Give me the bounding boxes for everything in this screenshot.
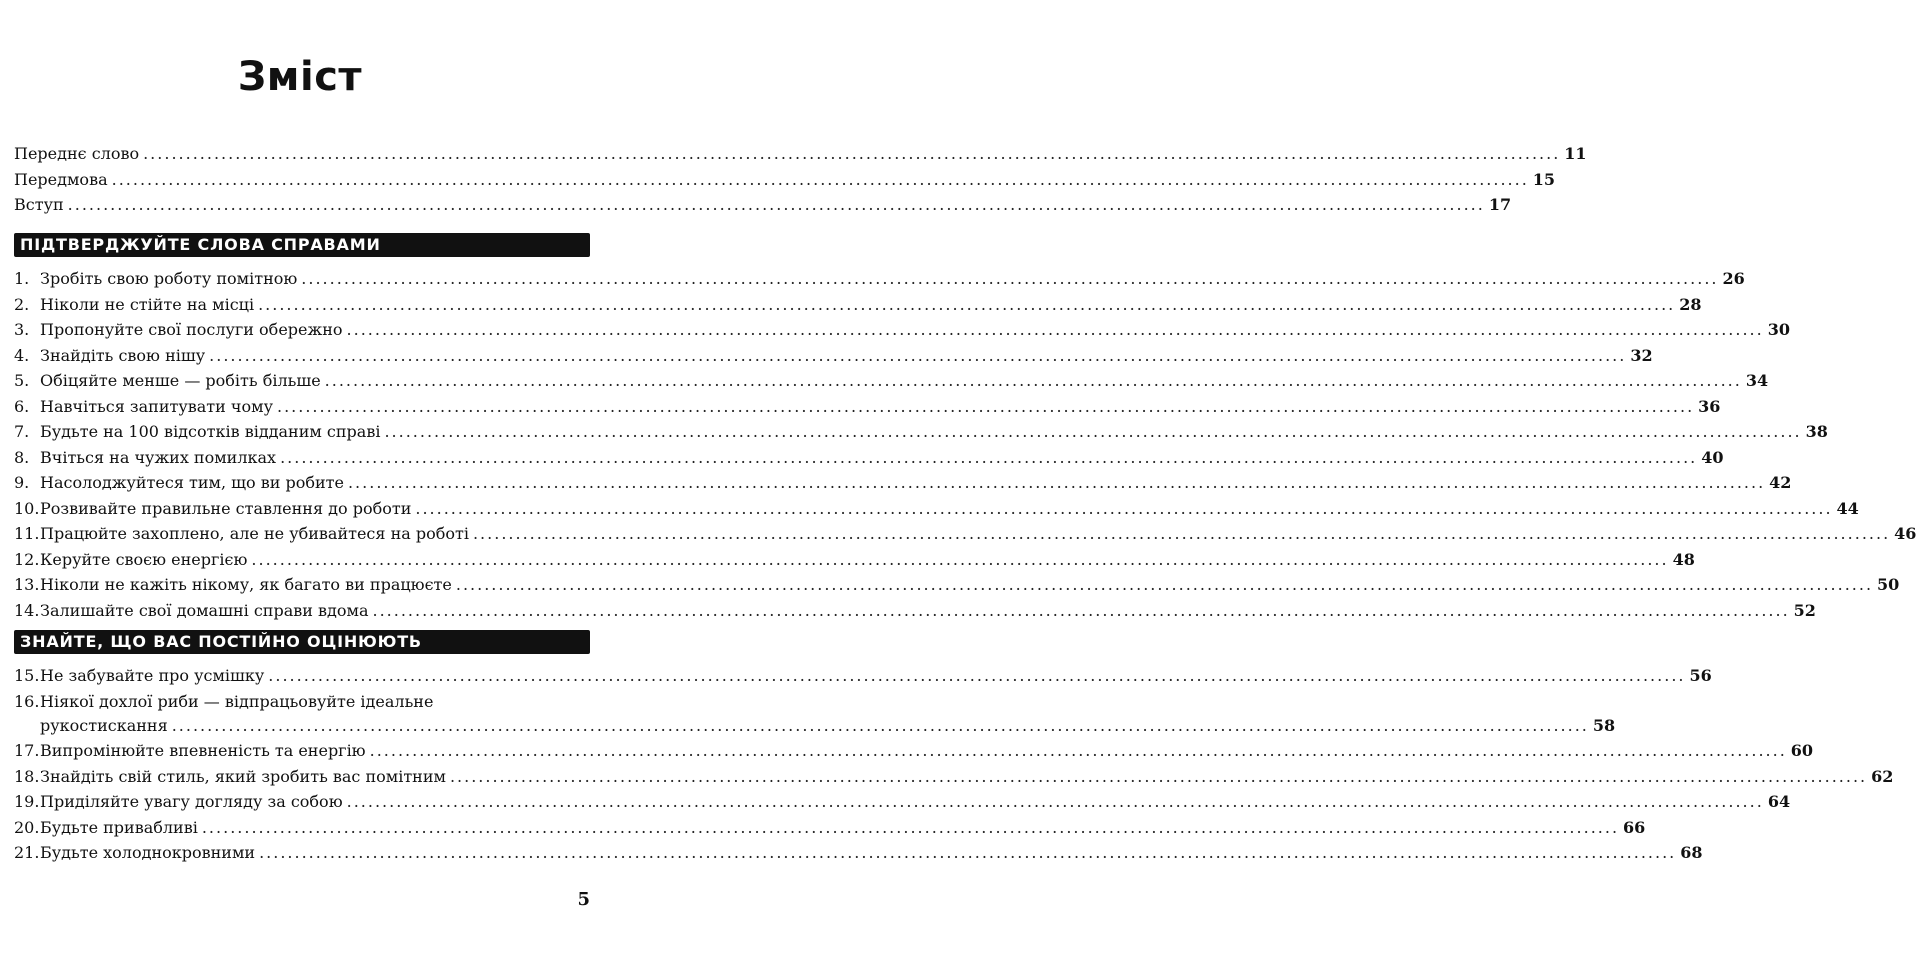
toc-entry-label: Знайдіть свій стиль, який зробить вас помітним: [40, 766, 446, 786]
section-2: [14, 630, 1894, 866]
toc-entry-number: 5.: [14, 371, 30, 390]
toc-entry[interactable]: [14, 394, 1721, 420]
toc-entry-number: 1.: [14, 269, 30, 288]
dot-leader: ........................................................................................................................................................................................................: [143, 144, 1561, 163]
toc-entry-label: Вступ: [14, 195, 64, 214]
toc-entry-number: 11.: [14, 524, 40, 543]
toc-entry-number: 8.: [14, 447, 30, 467]
dot-leader: ........................................................................................................................................................................................................: [258, 294, 1676, 314]
toc-entry-page: 68: [1680, 843, 1703, 862]
dot-leader: ........................................................................................................................................................................................................: [67, 195, 1485, 214]
dot-leader: ........................................................................................................................................................................................................: [301, 269, 1719, 288]
toc-entry-number: 18.: [14, 766, 40, 786]
toc-entry[interactable]: [14, 815, 1646, 841]
toc-entry-label-continued: рукостискання: [40, 715, 168, 735]
toc-entry-number: 6.: [14, 396, 30, 416]
toc-entry[interactable]: [14, 496, 1859, 522]
toc-entry-page: 32: [1630, 345, 1653, 365]
toc-entry[interactable]: [14, 738, 1814, 764]
dot-leader: ........................................................................................................................................................................................................: [449, 766, 1868, 786]
dot-leader: ........................................................................................................................................................................................................: [472, 524, 1891, 543]
dot-leader: ........................................................................................................................................................................................................: [455, 575, 1874, 594]
toc-entry-page: 66: [1623, 817, 1646, 837]
section-entries: [14, 663, 1894, 866]
toc-entry-page: 36: [1698, 396, 1721, 416]
dot-leader: ........................................................................................................................................................................................................: [372, 600, 1790, 620]
page-title: Зміст: [237, 54, 363, 100]
toc-entry-number: 17.: [14, 741, 40, 760]
toc-entry-label: Ніколи не кажіть нікому, як багато ви працюєте: [40, 575, 452, 594]
toc-entry-label: Переднє слово: [14, 144, 140, 163]
toc-entry-label: Насолоджуйтеся тим, що ви робите: [40, 473, 344, 492]
toc-entry-number: 20.: [14, 817, 40, 837]
toc-entry-page: 30: [1767, 320, 1790, 339]
toc-entry-label: Залишайте свої домашні справи вдома: [40, 600, 369, 620]
toc-entry-number: 21.: [14, 843, 40, 862]
toc-entry[interactable]: [14, 521, 1916, 547]
dot-leader: ........................................................................................................................................................................................................: [415, 498, 1833, 518]
toc-entry[interactable]: [14, 292, 1702, 318]
front-matter-list: [14, 141, 1587, 218]
toc-entry-number: 2.: [14, 294, 30, 314]
dot-leader: ........................................................................................................................................................................................................: [268, 666, 1686, 685]
dot-leader: ........................................................................................................................................................................................................: [111, 169, 1529, 189]
toc-entry-label: Ніякої дохлої риби — відпрацьовуйте ідеальне: [40, 691, 434, 711]
toc-entry-number: 19.: [14, 792, 40, 811]
toc-entry-number: 3.: [14, 320, 30, 339]
toc-entry-label: Будьте на 100 відсотків відданим справі: [40, 422, 381, 441]
dot-leader: ........................................................................................................................................................................................................: [201, 817, 1620, 837]
toc-entry[interactable]: [14, 572, 1900, 598]
dot-leader: ........................................................................................................................................................................................................: [369, 741, 1787, 760]
toc-entry-label: Знайдіть свою нішу: [40, 345, 206, 365]
toc-entry[interactable]: [14, 598, 1816, 624]
toc-entry-page: 48: [1672, 549, 1695, 569]
toc-entry[interactable]: [14, 840, 1703, 866]
toc-entry-label: Будьте холоднокровними: [40, 843, 256, 862]
dot-leader: ........................................................................................................................................................................................................: [251, 549, 1669, 569]
toc-entry-page: 56: [1689, 666, 1712, 685]
toc-entry-page: 62: [1871, 766, 1894, 786]
dot-leader: ........................................................................................................................................................................................................: [324, 371, 1742, 390]
toc-entry-number: 15.: [14, 666, 40, 685]
toc-entry-page: 17: [1488, 195, 1512, 214]
toc-entry-page: 52: [1793, 600, 1816, 620]
toc-entry-label: Випромінюйте впевненість та енергію: [40, 741, 366, 760]
toc-entry[interactable]: [14, 192, 1512, 218]
toc-entry[interactable]: [14, 689, 590, 713]
toc-entry[interactable]: [14, 343, 1653, 369]
toc-entry[interactable]: [14, 141, 1587, 167]
dot-leader: ........................................................................................................................................................................................................: [276, 396, 1695, 416]
section-entries: [14, 266, 1916, 623]
dot-leader: ........................................................................................................................................................................................................: [209, 345, 1627, 365]
toc-entry[interactable]: [14, 547, 1695, 573]
toc-entry-label: Передмова: [14, 169, 108, 189]
toc-entry-page: 60: [1790, 741, 1814, 760]
dot-leader: ........................................................................................................................................................................................................: [259, 843, 1677, 862]
toc-entry-label: Розвивайте правильне ставлення до роботи: [40, 498, 412, 518]
toc-entry[interactable]: [14, 764, 1894, 790]
toc-entry-page: 34: [1745, 371, 1769, 390]
dot-leader: ........................................................................................................................................................................................................: [384, 422, 1802, 441]
section-1: [14, 233, 1916, 623]
toc-entry-number: 10.: [14, 498, 40, 518]
toc-entry-page: 46: [1894, 524, 1916, 543]
toc-entry-number: 16.: [14, 691, 40, 711]
toc-entry-label: Ніколи не стійте на місці: [40, 294, 255, 314]
toc-entry-number: 4.: [14, 345, 30, 365]
toc-entry-page: 26: [1722, 269, 1745, 288]
toc-entry-label: Не забувайте про усмішку: [40, 666, 265, 685]
toc-entry[interactable]: [14, 167, 1556, 193]
toc-entry-label: Навчіться запитувати чому: [40, 396, 273, 416]
toc-entry[interactable]: [14, 317, 1790, 343]
toc-entry-page: 28: [1679, 294, 1702, 314]
section-heading: ЗНАЙТЕ, ЩО ВАС ПОСТІЙНО ОЦІНЮЮТЬ: [14, 630, 590, 654]
toc-entry[interactable]: [14, 419, 1828, 445]
toc-entry-page: 11: [1564, 144, 1587, 163]
toc-entry-continuation[interactable]: [14, 713, 1616, 739]
toc-entry-number: 13.: [14, 575, 40, 594]
dot-leader: ........................................................................................................................................................................................................: [280, 447, 1698, 467]
toc-entry[interactable]: [14, 266, 1745, 292]
toc-entry-page: 58: [1592, 715, 1616, 735]
toc-entry[interactable]: [14, 368, 1769, 394]
toc-entry-number: 7.: [14, 422, 30, 441]
toc-entry-label: Приділяйте увагу догляду за собою: [40, 792, 343, 811]
toc-entry-page: 50: [1877, 575, 1900, 594]
toc-entry-label: Керуйте своєю енергією: [40, 549, 248, 569]
toc-entry-page: 44: [1836, 498, 1859, 518]
toc-entry-page: 38: [1805, 422, 1828, 441]
dot-leader: ........................................................................................................................................................................................................: [347, 473, 1766, 492]
toc-entry[interactable]: [14, 445, 1724, 471]
toc-entry[interactable]: [14, 663, 1712, 689]
toc-entry-number: 14.: [14, 600, 40, 620]
toc-entry-label: Зробіть свою роботу помітною: [40, 269, 298, 288]
dot-leader: ........................................................................................................................................................................................................: [171, 715, 1589, 735]
toc-entry[interactable]: [14, 470, 1792, 496]
toc-entry[interactable]: [14, 789, 1791, 815]
toc-entry-number: 9.: [14, 473, 30, 492]
toc-entry-page: 40: [1701, 447, 1724, 467]
toc-entry-label: Вчіться на чужих помилках: [40, 447, 277, 467]
toc-entry-page: 64: [1767, 792, 1791, 811]
dot-leader: ........................................................................................................................................................................................................: [346, 792, 1764, 811]
section-heading: ПІДТВЕРДЖУЙТЕ СЛОВА СПРАВАМИ: [14, 233, 590, 257]
toc-entry-label: Пропонуйте свої послуги обережно: [40, 320, 343, 339]
toc-entry-label: Працюйте захоплено, але не убивайтеся на роботі: [40, 524, 469, 543]
dot-leader: ........................................................................................................................................................................................................: [346, 320, 1764, 339]
toc-entry-page: 42: [1769, 473, 1792, 492]
page-number: 5: [577, 889, 590, 910]
toc-entry-number: 12.: [14, 549, 40, 569]
toc-entry-label: Обіцяйте менше — робіть більше: [40, 371, 321, 390]
toc-entry-label: Будьте привабливі: [40, 817, 198, 837]
toc-entry-page: 15: [1532, 169, 1556, 189]
